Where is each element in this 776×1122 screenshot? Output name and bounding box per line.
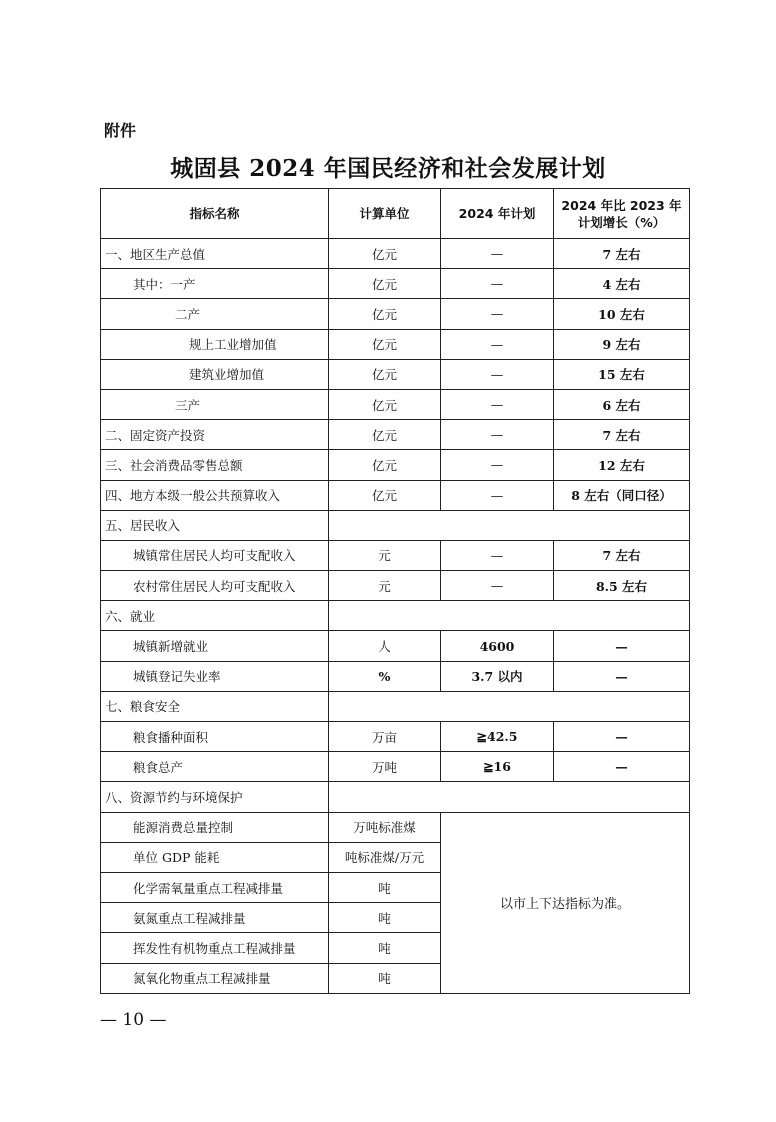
table-row — [101, 571, 690, 601]
page-number: — 10 — — [100, 1010, 167, 1030]
table-section-row — [101, 691, 690, 721]
indicator-name: 规上工业增加值 — [101, 329, 329, 359]
indicator-name: 粮食播种面积 — [101, 722, 329, 752]
unit-cell: 亿元 — [329, 239, 441, 269]
plan-cell: — — [441, 450, 554, 480]
empty-cell — [329, 782, 690, 812]
table-row — [101, 631, 690, 661]
table-row — [101, 540, 690, 570]
growth-cell: 15 左右 — [554, 359, 690, 389]
attachment-label: 附件 — [104, 121, 137, 140]
growth-cell: 7 左右 — [554, 239, 690, 269]
header-unit: 计算单位 — [329, 189, 441, 239]
plan-cell: — — [441, 359, 554, 389]
plan-cell: 3.7 以内 — [441, 661, 554, 691]
indicator-name: 建筑业增加值 — [101, 359, 329, 389]
unit-cell: 人 — [329, 631, 441, 661]
growth-cell: — — [554, 661, 690, 691]
plan-cell: — — [441, 571, 554, 601]
unit-cell: 吨标准煤/万元 — [329, 842, 441, 872]
table-header-row — [101, 189, 690, 239]
growth-cell: 6 左右 — [554, 389, 690, 419]
indicator-name: 粮食总产 — [101, 752, 329, 782]
indicator-name: 单位 GDP 能耗 — [101, 842, 329, 872]
indicator-name: 化学需氧量重点工程减排量 — [101, 872, 329, 902]
unit-cell: 万吨标准煤 — [329, 812, 441, 842]
table-row — [101, 239, 690, 269]
indicator-name: 其中：一产 — [101, 269, 329, 299]
table-row — [101, 480, 690, 510]
unit-cell: 亿元 — [329, 450, 441, 480]
growth-cell: — — [554, 631, 690, 661]
merged-note-cell: 以市上下达指标为准。 — [441, 812, 690, 993]
plan-cell: — — [441, 389, 554, 419]
plan-cell: — — [441, 239, 554, 269]
unit-cell: 吨 — [329, 933, 441, 963]
plan-cell: — — [441, 329, 554, 359]
indicator-name: 城镇新增就业 — [101, 631, 329, 661]
unit-cell: 亿元 — [329, 389, 441, 419]
table-row — [101, 389, 690, 419]
indicator-name: 城镇常住居民人均可支配收入 — [101, 540, 329, 570]
indicator-name: 三、社会消费品零售总额 — [101, 450, 329, 480]
unit-cell: 元 — [329, 571, 441, 601]
table-row — [101, 812, 690, 842]
table-section-row — [101, 601, 690, 631]
header-growth: 2024 年比 2023 年计划增长（%） — [554, 189, 690, 239]
table-section-row — [101, 510, 690, 540]
indicator-name: 一、地区生产总值 — [101, 239, 329, 269]
plan-cell: ≧42.5 — [441, 722, 554, 752]
unit-cell: 万吨 — [329, 752, 441, 782]
indicator-name: 城镇登记失业率 — [101, 661, 329, 691]
growth-cell: 4 左右 — [554, 269, 690, 299]
header-indicator-name: 指标名称 — [101, 189, 329, 239]
indicator-name: 二、固定资产投资 — [101, 420, 329, 450]
plan-cell: — — [441, 540, 554, 570]
indicator-name: 农村常住居民人均可支配收入 — [101, 571, 329, 601]
section-heading: 六、就业 — [101, 601, 329, 631]
growth-cell: — — [554, 722, 690, 752]
indicator-name: 挥发性有机物重点工程减排量 — [101, 933, 329, 963]
unit-cell: 元 — [329, 540, 441, 570]
growth-cell: 8 左右（同口径） — [554, 480, 690, 510]
growth-cell: 9 左右 — [554, 329, 690, 359]
growth-cell: 12 左右 — [554, 450, 690, 480]
indicator-name: 氨氮重点工程减排量 — [101, 903, 329, 933]
indicator-name: 三产 — [101, 389, 329, 419]
indicator-name: 二产 — [101, 299, 329, 329]
empty-cell — [329, 691, 690, 721]
plan-cell: ≧16 — [441, 752, 554, 782]
table-row — [101, 329, 690, 359]
table-row — [101, 420, 690, 450]
table-section-row — [101, 782, 690, 812]
unit-cell: 吨 — [329, 872, 441, 902]
empty-cell — [329, 601, 690, 631]
growth-cell: — — [554, 752, 690, 782]
table-row — [101, 299, 690, 329]
indicator-name: 氮氧化物重点工程减排量 — [101, 963, 329, 993]
unit-cell: % — [329, 661, 441, 691]
plan-cell: — — [441, 299, 554, 329]
section-heading: 七、粮食安全 — [101, 691, 329, 721]
unit-cell: 亿元 — [329, 299, 441, 329]
indicator-name: 能源消费总量控制 — [101, 812, 329, 842]
section-heading: 八、资源节约与环境保护 — [101, 782, 329, 812]
document-title: 城固县 2024 年国民经济和社会发展计划 — [170, 155, 606, 182]
plan-cell: — — [441, 420, 554, 450]
indicator-name: 四、地方本级一般公共预算收入 — [101, 480, 329, 510]
table-row — [101, 269, 690, 299]
plan-cell: — — [441, 269, 554, 299]
unit-cell: 万亩 — [329, 722, 441, 752]
unit-cell: 亿元 — [329, 359, 441, 389]
unit-cell: 亿元 — [329, 420, 441, 450]
plan-cell: 4600 — [441, 631, 554, 661]
unit-cell: 亿元 — [329, 269, 441, 299]
growth-cell: 8.5 左右 — [554, 571, 690, 601]
unit-cell: 吨 — [329, 903, 441, 933]
plan-table — [100, 188, 690, 994]
table-row — [101, 661, 690, 691]
growth-cell: 7 左右 — [554, 420, 690, 450]
unit-cell: 亿元 — [329, 329, 441, 359]
unit-cell: 吨 — [329, 963, 441, 993]
table-row — [101, 752, 690, 782]
section-heading: 五、居民收入 — [101, 510, 329, 540]
unit-cell: 亿元 — [329, 480, 441, 510]
growth-cell: 10 左右 — [554, 299, 690, 329]
table-row — [101, 722, 690, 752]
header-plan-2024: 2024 年计划 — [441, 189, 554, 239]
plan-cell: — — [441, 480, 554, 510]
empty-cell — [329, 510, 690, 540]
table-row — [101, 359, 690, 389]
growth-cell: 7 左右 — [554, 540, 690, 570]
table-row — [101, 450, 690, 480]
